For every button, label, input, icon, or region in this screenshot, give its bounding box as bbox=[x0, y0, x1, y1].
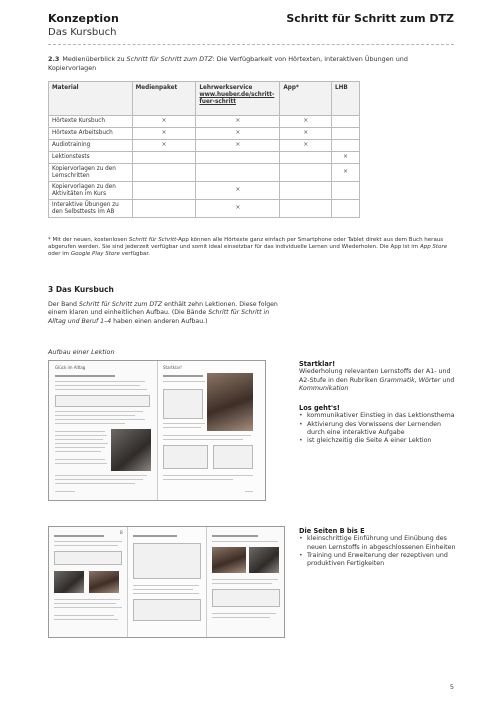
cell-material: Kopiervorlagen zu den Lernschritten bbox=[49, 164, 133, 182]
header-divider bbox=[48, 44, 454, 45]
section-3-heading: 3 Das Kursbuch bbox=[48, 285, 114, 294]
col-header-app: App* bbox=[280, 82, 332, 116]
startklar-text-part: und bbox=[440, 376, 455, 384]
body-text: Der Band bbox=[48, 301, 79, 308]
losgehts-list bbox=[299, 412, 459, 445]
thumbnail-page-heading: Glück im Alltag bbox=[55, 365, 86, 370]
cell-app bbox=[280, 164, 332, 182]
series-title: Schritt für Schritt zum DTZ bbox=[286, 12, 454, 25]
col-header-lehrwerkservice bbox=[196, 82, 280, 116]
startklar-italic: Kommunikation bbox=[299, 384, 349, 392]
seiten-b-e-list bbox=[299, 535, 459, 568]
thumbnail-page-heading: Startklar! bbox=[163, 365, 182, 370]
thumbnail-page-letter: B bbox=[120, 530, 123, 535]
footnote-italic: Schritt für Schritt bbox=[128, 237, 177, 243]
cell-app: × bbox=[280, 140, 332, 152]
cell-lehrwerkservice: × bbox=[196, 128, 280, 140]
cell-lehrwerkservice bbox=[196, 152, 280, 164]
cell-medienpaket bbox=[132, 152, 196, 164]
cell-app bbox=[280, 152, 332, 164]
losgehts-title: Los geht's! bbox=[299, 404, 340, 412]
section-2-3-heading bbox=[48, 55, 454, 72]
heading-text-post: : Die Verfügbarkeit von Hörtexten, interaktiven Übungen und Kopiervorlagen bbox=[48, 55, 408, 72]
footnote-italic: App Store bbox=[419, 244, 448, 251]
cell-medienpaket: × bbox=[132, 140, 196, 152]
footnote-text: -App können alle Hörtexte ganz einfach per Smartphone oder Tablet direkt aus dem Buch heraus abgerufen werden. Sie sind jederzeit verfügbar und somit ideal einsetzbar für das individuelle Lernen und Wiederholen. Die App ist im bbox=[48, 237, 444, 251]
seiten-b-e-description bbox=[299, 527, 459, 568]
cell-lehrwerkservice bbox=[196, 164, 280, 182]
table-row bbox=[49, 116, 360, 128]
cell-app: × bbox=[280, 128, 332, 140]
body-text: haben einen anderen Aufbau.) bbox=[111, 317, 208, 325]
heading-book-title: Schritt für Schritt zum DTZ bbox=[126, 55, 213, 63]
cell-medienpaket bbox=[132, 200, 196, 218]
cell-material: Hörtexte Kursbuch bbox=[49, 116, 133, 128]
lehrwerkservice-label: Lehrwerkservice bbox=[199, 85, 253, 91]
startklar-text bbox=[299, 368, 459, 393]
lehrwerkservice-link[interactable]: www.hueber.de/schritt-fuer-schritt bbox=[199, 92, 275, 105]
body-italic: Schritt für Schritt in Alltag und Beruf 1–4 bbox=[48, 309, 270, 325]
table-row bbox=[49, 128, 360, 140]
section-number: 2.3 bbox=[48, 55, 60, 63]
chapter-title: Konzeption bbox=[48, 12, 119, 25]
body-italic: Schritt für Schritt zum DTZ bbox=[78, 301, 163, 308]
cell-app: × bbox=[280, 116, 332, 128]
list-item: • Training und Erweiterung der rezeptiven und produktiven Fertigkeiten bbox=[299, 552, 459, 569]
col-header-lhb: LHB bbox=[332, 82, 360, 116]
seiten-b-e-title: Die Seiten B bis E bbox=[299, 527, 365, 535]
list-item: • kommunikativer Einstieg in das Lektionsthema bbox=[299, 412, 459, 420]
table-header-row bbox=[49, 82, 360, 116]
list-item: • kleinschrittige Einführung und Einübung des neuen Lernstoffs in abgeschlossenen Einheiten bbox=[299, 535, 459, 552]
media-overview-table bbox=[48, 81, 360, 218]
lesson-structure-caption: Aufbau einer Lektion bbox=[48, 348, 115, 356]
cell-lehrwerkservice: × bbox=[196, 182, 280, 200]
cell-medienpaket bbox=[132, 164, 196, 182]
cell-lhb bbox=[332, 182, 360, 200]
cell-medienpaket: × bbox=[132, 128, 196, 140]
cell-lehrwerkservice: × bbox=[196, 116, 280, 128]
table-row bbox=[49, 200, 360, 218]
cell-medienpaket: × bbox=[132, 116, 196, 128]
cell-lhb: × bbox=[332, 164, 360, 182]
cell-lhb bbox=[332, 128, 360, 140]
footnote-text: verfügbar. bbox=[119, 251, 150, 258]
cell-material: Kopiervorlagen zu den Aktivitäten im Kurs bbox=[49, 182, 133, 200]
col-header-material: Material bbox=[49, 82, 133, 116]
table-row bbox=[49, 140, 360, 152]
cell-material: Lektionstests bbox=[49, 152, 133, 164]
lesson-spread-thumbnail-2 bbox=[48, 526, 285, 638]
cell-lhb: × bbox=[332, 152, 360, 164]
cell-lehrwerkservice: × bbox=[196, 200, 280, 218]
cell-lhb bbox=[332, 140, 360, 152]
cell-lehrwerkservice: × bbox=[196, 140, 280, 152]
startklar-text-part: Wiederholung relevanten Lernstoffs der A1- und A2-Stufe in den Rubriken bbox=[299, 368, 451, 384]
footnote-italic: Google Play Store bbox=[70, 251, 120, 258]
footnote-text: * Mit der neuen, kostenlosen bbox=[48, 237, 129, 243]
section-3-body bbox=[48, 301, 278, 326]
startklar-title: Startklar! bbox=[299, 360, 336, 368]
header-left bbox=[48, 12, 119, 38]
list-item: • ist gleichzeitig die Seite A einer Lektion bbox=[299, 437, 459, 445]
table-row bbox=[49, 164, 360, 182]
cell-medienpaket bbox=[132, 182, 196, 200]
body-text: enthält zehn Lektionen. Diese folgen einem klaren und einheitlichen Aufbau. (Die Bände bbox=[48, 301, 278, 317]
cell-material: Hörtexte Arbeitsbuch bbox=[49, 128, 133, 140]
table-row bbox=[49, 152, 360, 164]
footnote-text: oder im bbox=[48, 251, 71, 258]
cell-app bbox=[280, 200, 332, 218]
table-row bbox=[49, 182, 360, 200]
heading-text-pre: Medienüberblick zu bbox=[62, 55, 127, 63]
startklar-italic: Grammatik, Wörter bbox=[379, 376, 441, 384]
lesson-spread-thumbnail-1 bbox=[48, 360, 266, 501]
col-header-medienpaket: Medienpaket bbox=[132, 82, 196, 116]
cell-app bbox=[280, 182, 332, 200]
thumbnail-page bbox=[207, 527, 285, 637]
cell-material: Interaktive Übungen zu den Selbsttests im AB bbox=[49, 200, 133, 218]
cell-lhb bbox=[332, 200, 360, 218]
startklar-description bbox=[299, 360, 459, 393]
losgehts-description bbox=[299, 404, 459, 445]
page-number: 5 bbox=[449, 683, 454, 691]
cell-lhb bbox=[332, 116, 360, 128]
list-item: • Aktivierung des Vorwissens der Lernenden durch eine interaktive Aufgabe bbox=[299, 421, 459, 438]
app-footnote bbox=[48, 237, 456, 259]
chapter-subtitle: Das Kursbuch bbox=[48, 27, 117, 38]
cell-material: Audiotraining bbox=[49, 140, 133, 152]
